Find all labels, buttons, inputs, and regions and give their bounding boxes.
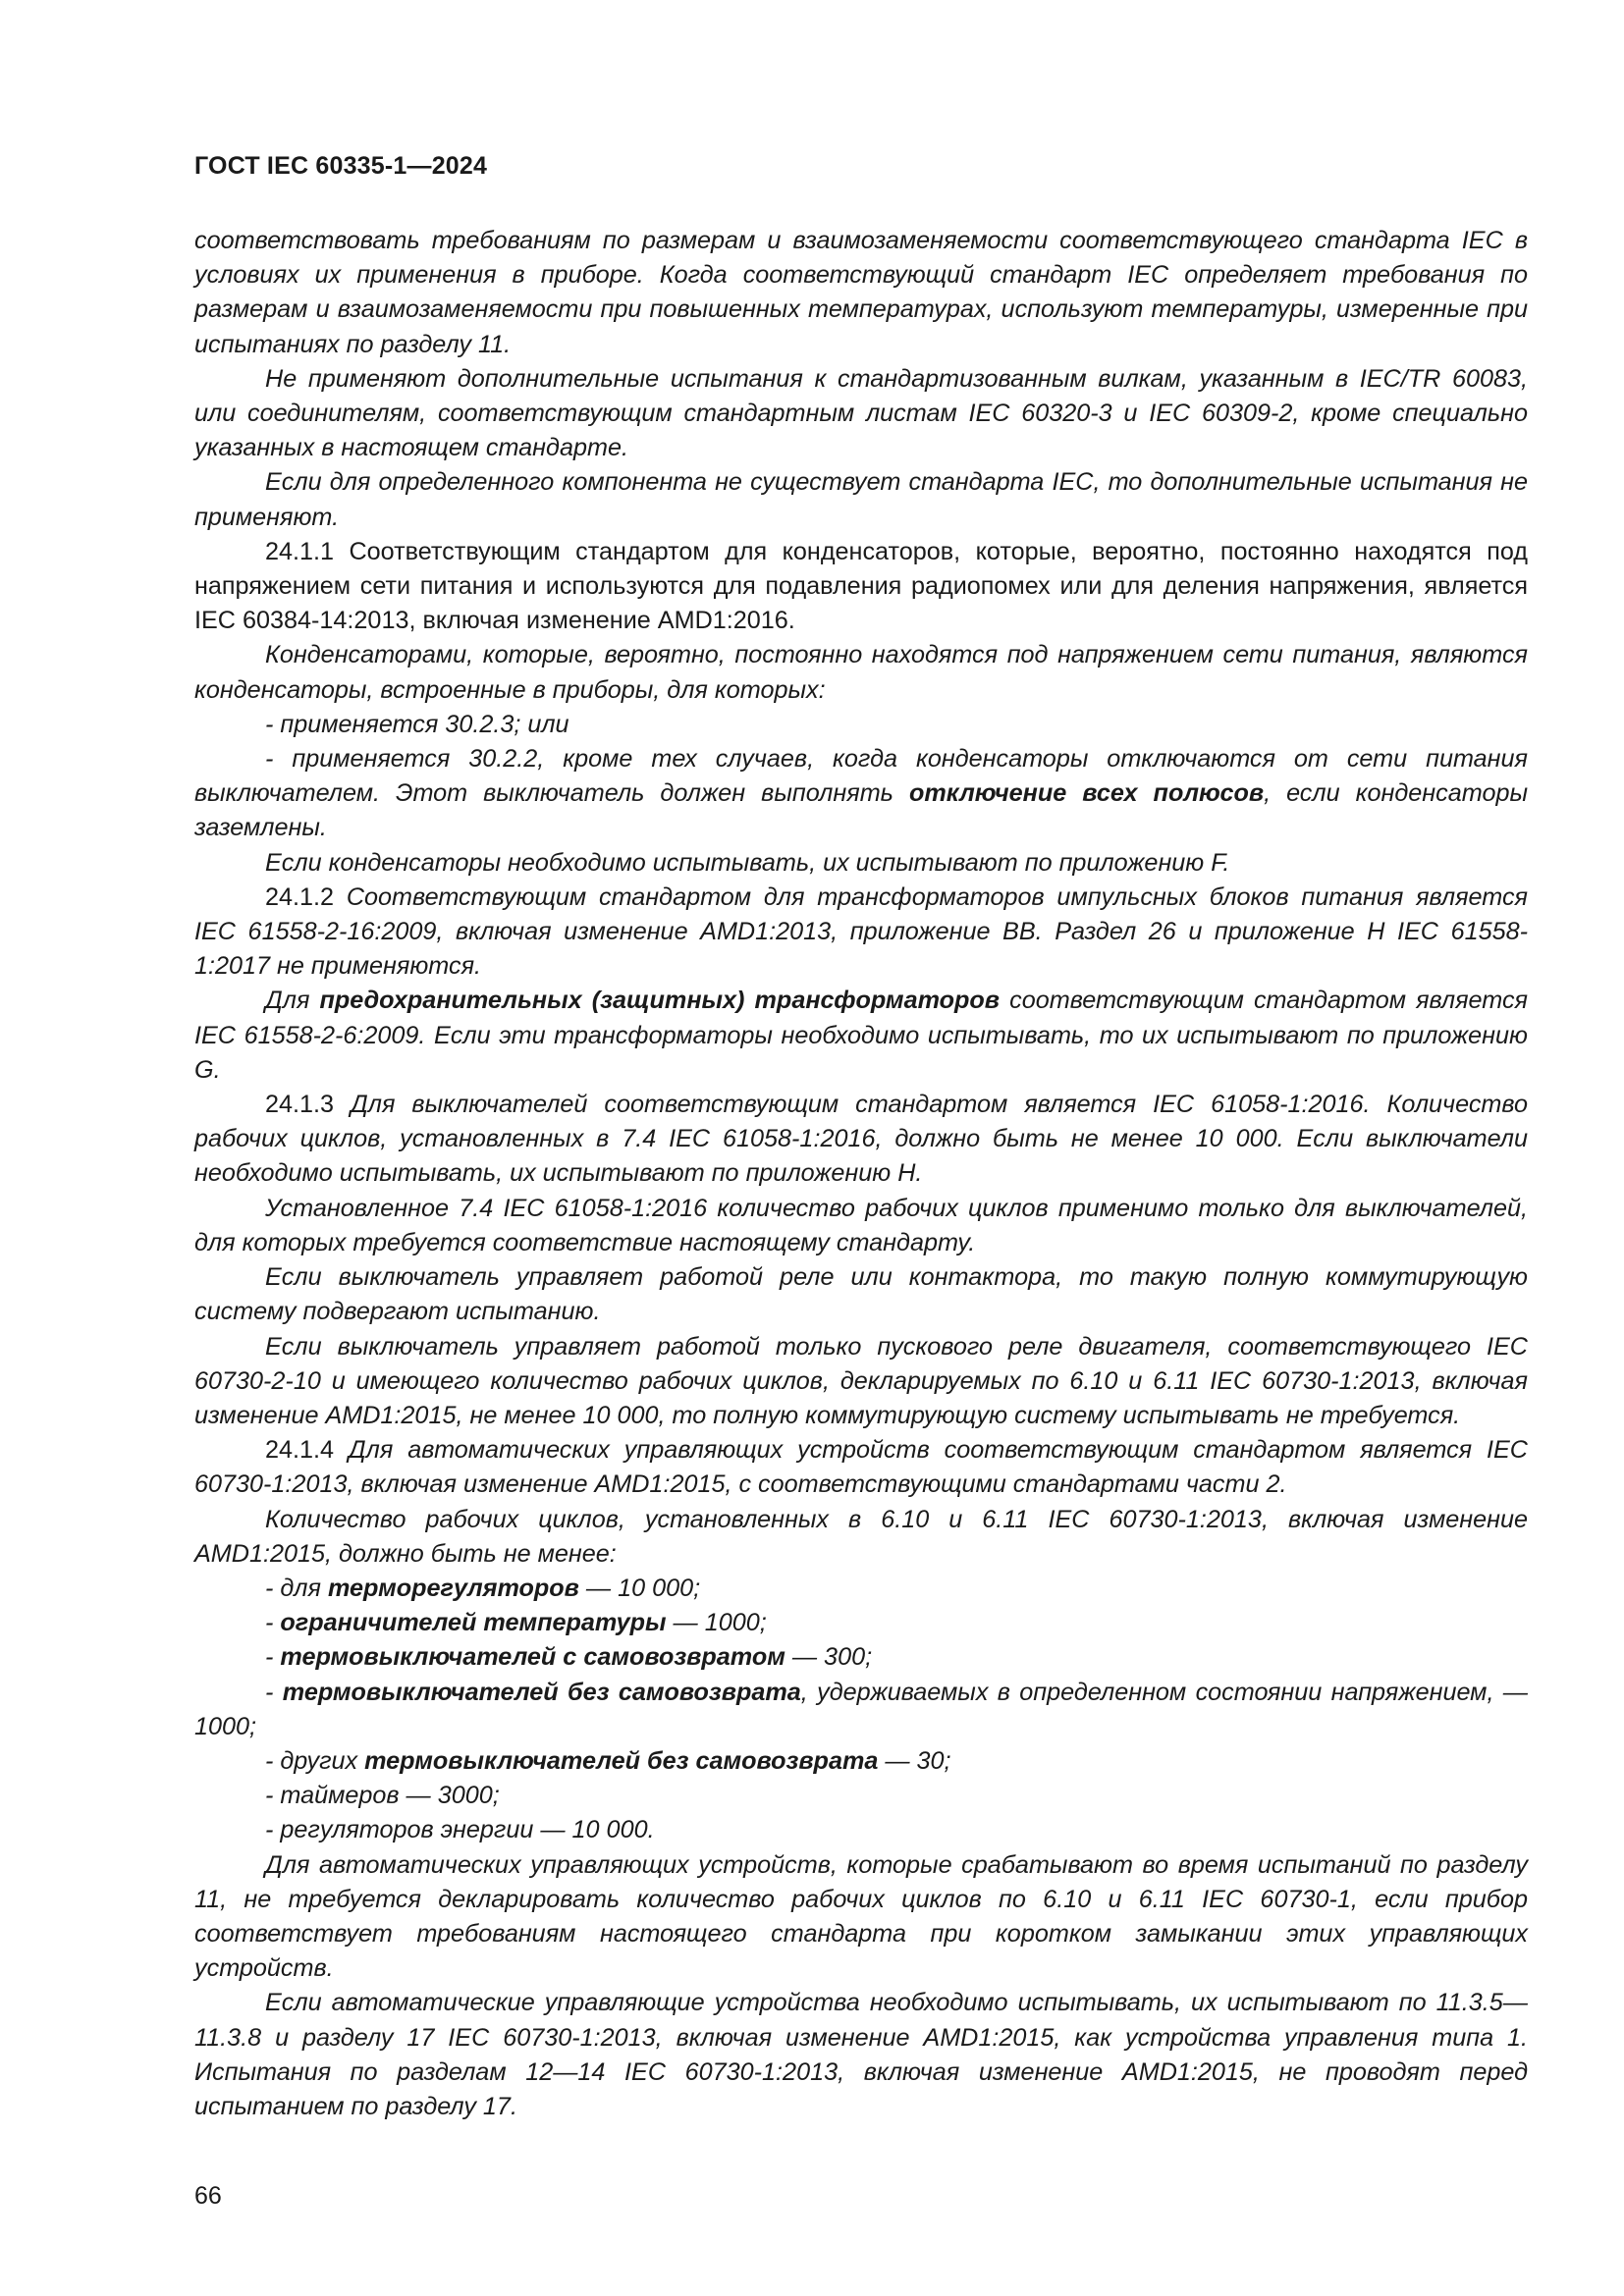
text-run: Для (265, 987, 320, 1015)
text-run: — 1000; (666, 1609, 767, 1637)
paragraph (194, 1744, 1528, 1779)
paragraph (194, 708, 1528, 742)
bold-term: терморегуляторов (327, 1574, 579, 1602)
text-run: соответствующим стандартом является IEC 61558-2-6:2009. Если эти трансформаторы необходимо испытывать, то их испытывают по приложению G. (194, 987, 1528, 1084)
text-run: , если конденсаторы заземлены. (194, 779, 1529, 842)
text-run: соответствовать требованиям по размерам и взаимозаменяемости соответствующего стандарта IEC в условиях их применения в приборе. Когда соответствующий стандарт IEC определяет требования по размерам и взаимозаменяемости при повышенных температурах, используют температуры, измеренные при испытаниях по разделу 11. (194, 227, 1528, 358)
text-run: Установленное 7.4 IEC 61058-1:2016 количество рабочих циклов применимо только для выключателей, для которых требуется соответствие настоящему стандарту. (194, 1194, 1528, 1256)
paragraph (194, 535, 1528, 639)
text-run: Соответствующим стандартом для трансформаторов импульсных блоков питания является IEC 61558-2-16:2009, включая изменение AMD1:2013, приложение BB. Раздел 26 и приложение H IEC 61558-1:2017 не применяются. (194, 882, 1529, 981)
paragraph (194, 224, 1528, 362)
text-run: 24.1.1 Соответствующим стандартом для конденсаторов, которые, вероятно, постоянно находятся под напряжением сети питания и используются для подавления радиопомех или для деления напряжения, является IEC 60384-14:2013, включая изменение AMD1:2016. (194, 537, 1528, 635)
paragraph (194, 742, 1528, 846)
paragraph (194, 1779, 1528, 1813)
text-run: 24.1.2 (265, 882, 347, 911)
paragraph (194, 1433, 1528, 1502)
bold-term: термовыключателей с самовозвратом (280, 1643, 785, 1672)
paragraph (194, 1606, 1528, 1640)
paragraph (194, 1676, 1528, 1744)
paragraph (194, 465, 1528, 534)
text-run: Для автоматических управляющих устройств соответствующим стандартом является IEC 60730-1:2013, включая изменение AMD1:2015, с соответствующими стандартами части 2. (194, 1436, 1528, 1499)
text-run: - регуляторов энергии — 10 000. (265, 1816, 655, 1844)
document-header: ГОСТ IEC 60335-1—2024 (194, 152, 488, 180)
text-run: 24.1.4 (265, 1436, 349, 1465)
paragraph (194, 1330, 1528, 1434)
text-run: 24.1.3 (265, 1091, 352, 1119)
text-run: - для (265, 1574, 328, 1602)
bold-term: отключение всех полюсов (908, 779, 1265, 808)
text-run: - применяется 30.2.3; или (265, 710, 569, 738)
paragraph (194, 984, 1528, 1088)
text-run: Количество рабочих циклов, установленных в 6.10 и 6.11 IEC 60730-1:2013, включая изменение AMD1:2015, должно быть не менее: (194, 1505, 1528, 1568)
paragraph (194, 1192, 1528, 1260)
paragraph (194, 1986, 1528, 2124)
text-run: Если конденсаторы необходимо испытывать, их испытывают по приложению F. (265, 848, 1230, 877)
document-body (194, 224, 1528, 2124)
paragraph (194, 1503, 1528, 1572)
paragraph (194, 362, 1528, 466)
text-run: Если для определенного компонента не существует стандарта IEC, то дополнительные испытания не применяют. (194, 468, 1528, 531)
text-run: - таймеров — 3000; (265, 1782, 500, 1810)
paragraph (194, 846, 1528, 881)
paragraph (194, 1572, 1528, 1606)
text-run: Если автоматические управляющие устройства необходимо испытывать, их испытывают по 11.3.5—11.3.8 и разделу 17 IEC 60730-1:2013, включая изменение AMD1:2015, как устройства управления типа 1. Испытания по разделам 12—14 IEC 60730-1:2013, включая изменение AMD1:2015, не проводят перед испытанием по разделу 17. (194, 1989, 1528, 2120)
bold-term: предохранительных (защитных) трансформаторов (319, 987, 1001, 1015)
text-run: - применяется 30.2.2, кроме тех случаев, когда конденсаторы отключаются от сети питания выключателем. Этот выключатель должен выполнять (194, 745, 1528, 808)
paragraph (194, 1848, 1528, 1987)
text-run: — 10 000; (578, 1574, 701, 1602)
bold-term: ограничителей температуры (280, 1609, 667, 1637)
text-run: - других (265, 1746, 365, 1775)
text-run: Если выключатель управляет работой реле или контактора, то такую полную коммутирующую систему подвергают испытанию. (194, 1263, 1528, 1326)
text-run: - (265, 1609, 281, 1637)
text-run: — 30; (878, 1746, 951, 1775)
text-run: , удерживаемых в определенном состоянии напряжением, — 1000; (194, 1678, 1528, 1740)
paragraph (194, 1088, 1528, 1192)
text-run: Если выключатель управляет работой только пускового реле двигателя, соответствующего IEC 60730-2-10 и имеющего количество рабочих циклов, декларируемых по 6.10 и 6.11 IEC 60730-1:2013, включая изменение AMD1:2015, не менее 10 000, то полную коммутирующую систему испытывать не требуется. (194, 1332, 1528, 1429)
bold-term: термовыключателей без самовозврата (364, 1746, 879, 1775)
page-number: 66 (194, 2182, 222, 2210)
paragraph (194, 1260, 1528, 1329)
text-run: — 300; (785, 1643, 873, 1672)
text-run: - (265, 1643, 281, 1672)
text-run: Для выключателей соответствующим стандартом является IEC 61058-1:2016. Количество рабочих циклов, установленных в 7.4 IEC 61058-1:2016, должно быть не менее 10 000. Если выключатели необходимо испытывать, их испытывают по приложению H. (194, 1091, 1528, 1188)
paragraph (194, 881, 1528, 985)
text-run: Конденсаторами, которые, вероятно, постоянно находятся под напряжением сети питания, являются конденсаторы, встроенные в приборы, для которых: (194, 641, 1528, 704)
paragraph (194, 1813, 1528, 1847)
paragraph (194, 1640, 1528, 1675)
paragraph (194, 638, 1528, 707)
text-run: - (265, 1678, 283, 1706)
text-run: Для автоматических управляющих устройств, которые срабатывают во время испытаний по разделу 11, не требуется декларировать количество рабочих циклов по 6.10 и 6.11 IEC 60730-1, если прибор соответствует требованиям настоящего стандарта при коротком замыкании этих управляющих устройств. (194, 1850, 1528, 1983)
bold-term: термовыключателей без самовозврата (282, 1678, 801, 1706)
text-run: Не применяют дополнительные испытания к стандартизованным вилкам, указанным в IEC/TR 60083, или соединителям, соответствующим стандартным листам IEC 60320-3 и IEC 60309-2, кроме специально указанных в настоящем стандарте. (194, 364, 1528, 462)
